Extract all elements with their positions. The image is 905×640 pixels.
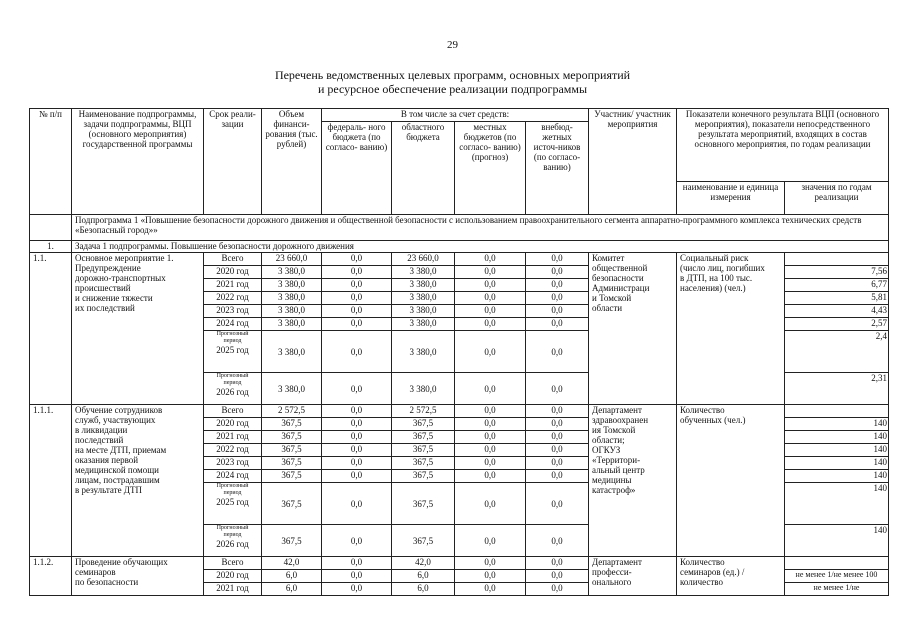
amount-cell: 3 380,0 [262, 318, 322, 331]
amount-cell: 0,0 [322, 457, 392, 470]
amount-cell: 3 380,0 [392, 279, 455, 292]
term-cell: 2022 год [204, 292, 262, 305]
indicator-name-cell [677, 405, 785, 557]
amount-cell: 0,0 [322, 253, 392, 266]
amount-cell: 3 380,0 [262, 279, 322, 292]
participant-line: ия Томской [592, 425, 636, 435]
amount-cell: 367,5 [262, 457, 322, 470]
term-cell: 2020 год [204, 418, 262, 431]
term-cell: 2023 год [204, 305, 262, 318]
amount-cell: 6,0 [392, 570, 455, 583]
amount-cell: 367,5 [392, 444, 455, 457]
measure-number: 1.1. [30, 253, 72, 405]
header-participant: Участник/ участник мероприятия [589, 109, 677, 215]
amount-cell: 0,0 [526, 373, 589, 405]
participant-line: и Томской [592, 293, 632, 303]
header-name: Наименование подпрограммы, задачи подпрограммы, ВЦП (основного мероприятия) государственной программы [72, 109, 204, 215]
forecast-label: Прогнозный [216, 373, 249, 379]
header-regional: областного бюджета [392, 122, 455, 215]
indicator-value-cell: 140 [785, 418, 889, 431]
amount-cell: 2 572,5 [392, 405, 455, 418]
indicator-value-cell [785, 253, 889, 266]
term-cell: 2022 год [204, 444, 262, 457]
indicator-line: количество [680, 577, 723, 587]
term-cell: Всего [204, 557, 262, 570]
amount-cell: 0,0 [455, 431, 526, 444]
amount-cell: 367,5 [392, 457, 455, 470]
amount-cell: 0,0 [455, 292, 526, 305]
amount-cell: 0,0 [322, 318, 392, 331]
amount-cell: 367,5 [392, 431, 455, 444]
forecast-label: Прогнозный [216, 525, 249, 531]
indicator-line: Количество [680, 405, 725, 415]
amount-cell: 0,0 [455, 457, 526, 470]
amount-cell: 0,0 [322, 483, 392, 525]
measure-name-line: их последствий [75, 303, 135, 313]
amount-cell: 367,5 [262, 525, 322, 557]
amount-cell: 0,0 [322, 444, 392, 457]
header-indicators: Показатели конечного результата ВЦП (основного мероприятия), показатели непосредственного результата мероприятий, входящих в состав основного мероприятия, по годам реализации [677, 109, 889, 182]
amount-cell: 0,0 [322, 525, 392, 557]
indicator-value-cell: 2,57 [785, 318, 889, 331]
title-line-1: Перечень ведомственных целевых программ, основных мероприятий [274, 68, 631, 82]
amount-cell: 0,0 [526, 525, 589, 557]
header-indicator-name: наименование и единица измерения [677, 182, 785, 215]
indicator-value-cell: 5,81 [785, 292, 889, 305]
term-cell: 2024 год [204, 470, 262, 483]
indicator-value-cell: 7,56 [785, 266, 889, 279]
amount-cell: 0,0 [455, 570, 526, 583]
amount-cell: 0,0 [526, 292, 589, 305]
measure-name-line: оказания первой [75, 455, 139, 465]
amount-cell: 0,0 [322, 405, 392, 418]
term-cell [204, 331, 262, 373]
indicator-value-cell [785, 557, 889, 570]
measure-name-line: дорожно-транспортных [75, 273, 166, 283]
forecast-label: 2025 год [216, 345, 249, 355]
participant-line: альный центр [592, 465, 645, 475]
term-cell: 2024 год [204, 318, 262, 331]
amount-cell: 3 380,0 [262, 292, 322, 305]
header-sources: В том числе за счет средств: [322, 109, 589, 122]
table-row [30, 557, 889, 570]
amount-cell: 0,0 [322, 305, 392, 318]
indicator-value-cell: 140 [785, 444, 889, 457]
amount-cell: 367,5 [262, 470, 322, 483]
amount-cell: 3 380,0 [392, 318, 455, 331]
measure-name-line: и снижение тяжести [75, 293, 153, 303]
participant-line: катастроф» [592, 485, 636, 495]
term-cell: Всего [204, 405, 262, 418]
amount-cell: 0,0 [526, 444, 589, 457]
table-row [30, 253, 889, 266]
indicator-line: населения) (чел.) [680, 283, 746, 293]
amount-cell: 0,0 [526, 279, 589, 292]
amount-cell: 0,0 [526, 570, 589, 583]
amount-cell: 0,0 [455, 305, 526, 318]
indicator-line: семинаров (ед.) / [680, 567, 745, 577]
indicator-line: в ДТП, на 100 тыс. [680, 273, 753, 283]
page-title [0, 68, 905, 96]
participant-line: общественной [592, 263, 648, 273]
measure-name-line: Основное мероприятие 1. [75, 253, 174, 263]
forecast-label: период [223, 532, 242, 538]
amount-cell: 0,0 [455, 253, 526, 266]
amount-cell: 0,0 [455, 373, 526, 405]
term-cell: 2021 год [204, 279, 262, 292]
term-cell: 2020 год [204, 570, 262, 583]
amount-cell: 367,5 [262, 444, 322, 457]
indicator-value-cell: 140 [785, 457, 889, 470]
forecast-label: 2026 год [216, 539, 249, 549]
indicator-value-cell: не менее 1/не [785, 583, 889, 596]
indicator-value-cell: не менее 1/не менее 100 [785, 570, 889, 583]
amount-cell: 0,0 [526, 457, 589, 470]
amount-cell: 3 380,0 [262, 373, 322, 405]
measure-name-line: лицам, пострадавшим [75, 475, 160, 485]
participant-cell [589, 557, 677, 596]
header-local: местных бюджетов (по согласо- ванию) (прогноз) [455, 122, 526, 215]
amount-cell: 0,0 [455, 331, 526, 373]
forecast-label: 2025 год [216, 497, 249, 507]
measure-name-line: медицинской помощи [75, 465, 159, 475]
amount-cell: 0,0 [322, 292, 392, 305]
indicator-line: Количество [680, 557, 725, 567]
indicator-value-cell: 6,77 [785, 279, 889, 292]
amount-cell: 6,0 [262, 583, 322, 596]
measure-name-line: происшествий [75, 283, 131, 293]
header-volume: Объем финанси- рования (тыс. рублей) [262, 109, 322, 215]
amount-cell: 0,0 [322, 331, 392, 373]
participant-line: «Территори- [592, 455, 641, 465]
amount-cell: 0,0 [455, 583, 526, 596]
participant-line: Департамент [592, 405, 642, 415]
participant-cell [589, 405, 677, 557]
forecast-label: 2026 год [216, 387, 249, 397]
amount-cell: 0,0 [322, 557, 392, 570]
header-indicator-values: значения по годам реализации [785, 182, 889, 215]
amount-cell: 0,0 [322, 470, 392, 483]
amount-cell: 0,0 [322, 279, 392, 292]
measure-name-line: служб, участвующих [75, 415, 156, 425]
indicator-line: Социальный риск [680, 253, 749, 263]
amount-cell: 0,0 [455, 418, 526, 431]
amount-cell: 3 380,0 [392, 292, 455, 305]
measure-name-line: семинаров [75, 567, 116, 577]
amount-cell: 367,5 [262, 483, 322, 525]
amount-cell: 367,5 [392, 470, 455, 483]
amount-cell: 0,0 [322, 583, 392, 596]
header-no: № п/п [30, 109, 72, 215]
table-row [30, 405, 889, 418]
header-federal: федераль- ного бюджета (по согласо- ванию) [322, 122, 392, 215]
forecast-label: период [223, 338, 242, 344]
participant-cell [589, 253, 677, 405]
amount-cell: 0,0 [455, 279, 526, 292]
measure-number: 1.1.1. [30, 405, 72, 557]
amount-cell: 0,0 [455, 557, 526, 570]
amount-cell: 0,0 [455, 266, 526, 279]
forecast-label: период [223, 380, 242, 386]
amount-cell: 0,0 [455, 444, 526, 457]
indicator-name-cell [677, 253, 785, 405]
indicator-value-cell: 4,43 [785, 305, 889, 318]
amount-cell: 0,0 [455, 483, 526, 525]
amount-cell: 3 380,0 [392, 305, 455, 318]
amount-cell: 0,0 [526, 266, 589, 279]
participant-line: професси- [592, 567, 632, 577]
amount-cell: 0,0 [455, 405, 526, 418]
subprogram-title: Подпрограмма 1 «Повышение безопасности дорожного движения и общественной безопасности с использованием правоохранительного сегмента аппаратно-программного комплекса технических средств «Безопасный город»» [72, 215, 889, 241]
term-cell [204, 525, 262, 557]
term-cell: 2020 год [204, 266, 262, 279]
amount-cell: 2 572,5 [262, 405, 322, 418]
forecast-label: Прогнозный [216, 331, 249, 337]
participant-line: Администраци [592, 283, 650, 293]
amount-cell: 0,0 [526, 318, 589, 331]
page-number: 29 [447, 39, 458, 51]
indicator-value-cell: 140 [785, 431, 889, 444]
amount-cell: 0,0 [526, 431, 589, 444]
measure-name-line: по безопасности [75, 577, 139, 587]
amount-cell: 0,0 [322, 266, 392, 279]
measure-name-line: в результате ДТП [75, 485, 142, 495]
amount-cell: 6,0 [262, 570, 322, 583]
indicator-line: (число лиц, погибших [680, 263, 765, 273]
term-cell: Всего [204, 253, 262, 266]
forecast-label: период [223, 490, 242, 496]
participant-line: здравоохранен [592, 415, 649, 425]
amount-cell: 0,0 [322, 418, 392, 431]
measure-name [72, 253, 204, 405]
amount-cell: 0,0 [322, 431, 392, 444]
amount-cell: 0,0 [526, 483, 589, 525]
amount-cell: 0,0 [322, 570, 392, 583]
participant-line: Департамент [592, 557, 642, 567]
indicator-name-cell [677, 557, 785, 596]
measure-name-line: Обучение сотрудников [75, 405, 163, 415]
amount-cell: 3 380,0 [392, 331, 455, 373]
task-title: Задача 1 подпрограммы. Повышение безопасности дорожного движения [72, 241, 889, 253]
measure-name [72, 557, 204, 596]
amount-cell: 0,0 [526, 470, 589, 483]
amount-cell: 23 660,0 [392, 253, 455, 266]
indicator-line: обученных (чел.) [680, 415, 746, 425]
amount-cell: 0,0 [526, 405, 589, 418]
indicator-value-cell: 2,4 [785, 331, 889, 373]
program-table [29, 108, 889, 596]
amount-cell: 0,0 [526, 418, 589, 431]
amount-cell: 42,0 [262, 557, 322, 570]
measure-number: 1.1.2. [30, 557, 72, 596]
amount-cell: 367,5 [262, 431, 322, 444]
amount-cell: 367,5 [392, 483, 455, 525]
indicator-value-cell [785, 405, 889, 418]
term-cell [204, 373, 262, 405]
participant-line: Комитет [592, 253, 625, 263]
amount-cell: 367,5 [392, 525, 455, 557]
term-cell: 2021 год [204, 583, 262, 596]
amount-cell: 0,0 [526, 557, 589, 570]
measure-name-line: в ликвидации [75, 425, 128, 435]
indicator-value-cell: 140 [785, 470, 889, 483]
term-cell: 2023 год [204, 457, 262, 470]
amount-cell: 0,0 [526, 331, 589, 373]
measure-name-line: на месте ДТП, приемам [75, 445, 167, 455]
forecast-label: Прогнозный [216, 483, 249, 489]
term-cell: 2021 год [204, 431, 262, 444]
participant-line: медицины [592, 475, 632, 485]
amount-cell: 0,0 [526, 253, 589, 266]
participant-line: ОГКУЗ [592, 445, 621, 455]
amount-cell: 3 380,0 [262, 331, 322, 373]
amount-cell: 0,0 [455, 318, 526, 331]
measure-name-line: последствий [75, 435, 124, 445]
measure-name [72, 405, 204, 557]
amount-cell: 367,5 [262, 418, 322, 431]
indicator-value-cell: 140 [785, 483, 889, 525]
participant-line: области [592, 303, 623, 313]
task-number: 1. [30, 241, 72, 253]
participant-line: безопасности [592, 273, 644, 283]
measure-name-line: Проведение обучающих [75, 557, 168, 567]
amount-cell: 6,0 [392, 583, 455, 596]
amount-cell: 0,0 [455, 470, 526, 483]
indicator-value-cell: 140 [785, 525, 889, 557]
amount-cell: 0,0 [526, 583, 589, 596]
amount-cell: 3 380,0 [262, 266, 322, 279]
measure-name-line: Предупреждение [75, 263, 141, 273]
amount-cell: 0,0 [322, 373, 392, 405]
amount-cell: 0,0 [455, 525, 526, 557]
amount-cell: 3 380,0 [392, 266, 455, 279]
amount-cell: 42,0 [392, 557, 455, 570]
amount-cell: 367,5 [392, 418, 455, 431]
participant-line: области; [592, 435, 625, 445]
indicator-value-cell: 2,31 [785, 373, 889, 405]
amount-cell: 3 380,0 [392, 373, 455, 405]
header-term: Срок реали- зации [204, 109, 262, 215]
term-cell [204, 483, 262, 525]
title-line-2: и ресурсное обеспечение реализации подпрограммы [317, 82, 588, 96]
amount-cell: 0,0 [526, 305, 589, 318]
participant-line: онального [592, 577, 632, 587]
amount-cell: 3 380,0 [262, 305, 322, 318]
amount-cell: 23 660,0 [262, 253, 322, 266]
header-extra: внебюд- жетных источ-ников (по согласо- ванию) [526, 122, 589, 215]
